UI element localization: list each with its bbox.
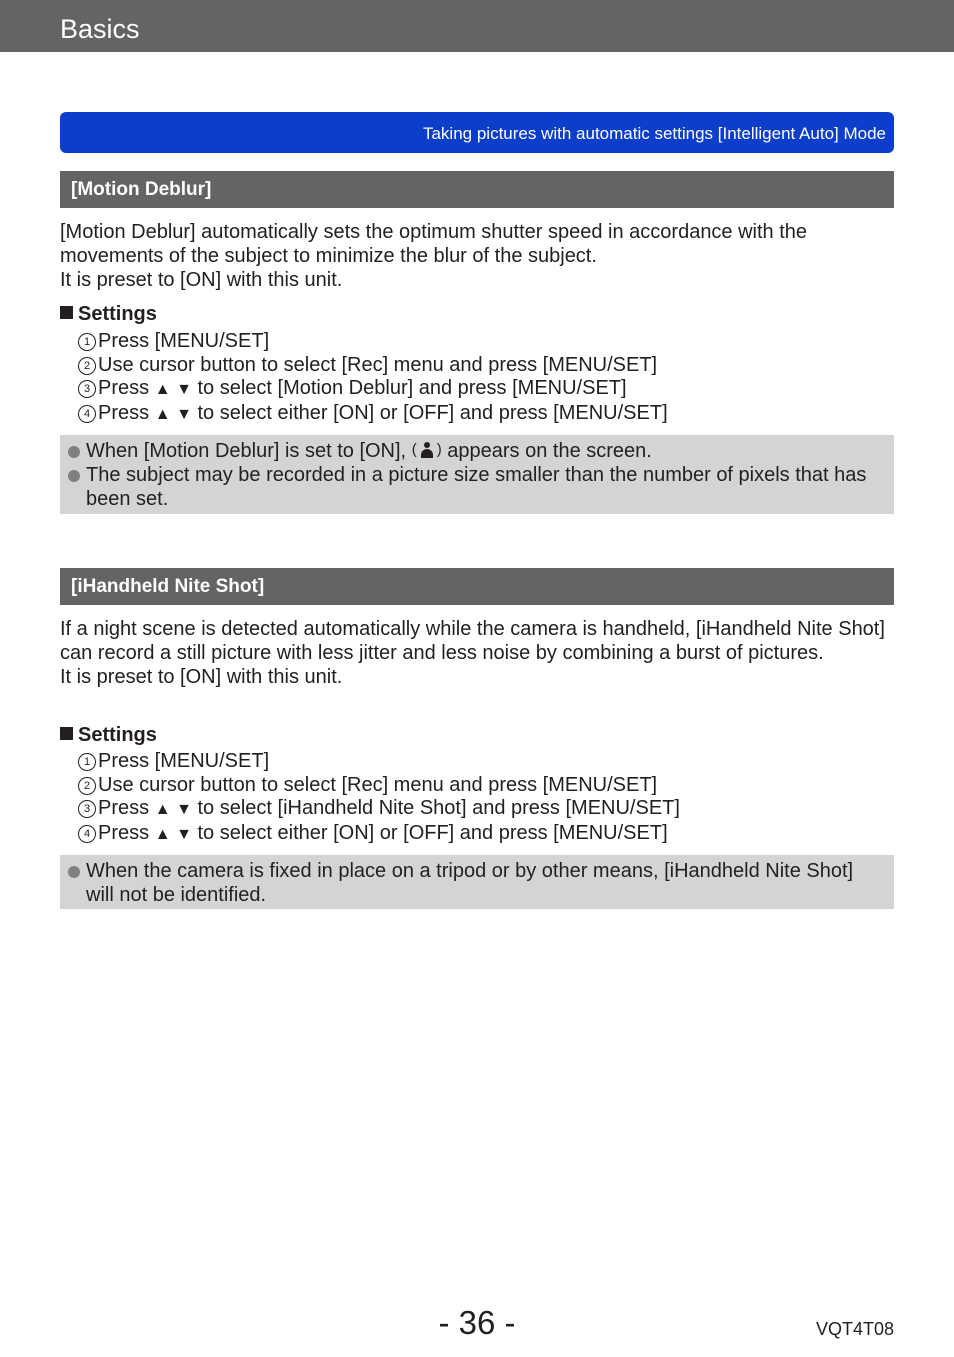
- step-3: [78, 377, 668, 402]
- settings-steps: [78, 750, 680, 846]
- description-paragraph: If a night scene is detected automatically while the camera is handheld, [iHandheld Nite Shot] can record a still picture with less jitter and less noise by combining a burst of pictures.: [60, 618, 885, 664]
- breadcrumb-bar: [60, 112, 894, 153]
- step-text-tail: to select either [ON] or [OFF] and press [MENU/SET]: [197, 821, 668, 844]
- up-arrow-icon: ▲: [154, 381, 171, 398]
- settings-label: Settings: [78, 303, 157, 325]
- notes-box: [60, 435, 894, 514]
- step-3: [78, 797, 680, 822]
- square-bullet-icon: [60, 306, 73, 319]
- section-heading-motion-deblur: [Motion Deblur]: [60, 171, 894, 208]
- down-arrow-icon: ▼: [176, 405, 192, 423]
- up-arrow-icon: ▲: [154, 825, 171, 843]
- settings-heading: [60, 723, 157, 747]
- step-2: [78, 774, 680, 798]
- bullet-dot-icon: [68, 446, 80, 458]
- up-arrow-icon: ▲: [154, 801, 171, 818]
- square-bullet-icon: [60, 727, 73, 740]
- note-text: When the camera is fixed in place on a tripod or by other means, [iHandheld Nite Shot] will not be identified.: [86, 860, 854, 906]
- model-code: VQT4T08: [815, 1319, 894, 1339]
- step-text: Press: [98, 821, 150, 844]
- down-arrow-icon: ▼: [176, 801, 192, 818]
- up-arrow-icon: ▲: [154, 405, 171, 423]
- step-2: [78, 354, 668, 378]
- section-heading-ihandheld-nite-shot: [iHandheld Nite Shot]: [60, 568, 894, 605]
- description-paragraph: [Motion Deblur] automatically sets the optimum shutter speed in accordance with the movements of the subject to minimize the blur of the subject.: [60, 221, 808, 267]
- step-4: [78, 822, 680, 847]
- settings-steps: [78, 330, 668, 426]
- step-text: Press [MENU/SET]: [98, 750, 270, 772]
- notes-box: [60, 855, 894, 909]
- step-text: Press [MENU/SET]: [98, 330, 270, 352]
- bullet-dot-icon: [68, 866, 80, 878]
- circled-number: 3: [78, 380, 96, 398]
- down-arrow-icon: ▼: [176, 381, 192, 398]
- top-bar: [0, 0, 954, 52]
- circled-number: 3: [78, 800, 96, 818]
- note-item: [86, 439, 874, 463]
- step-text-tail: to select either [ON] or [OFF] and press [MENU/SET]: [197, 401, 668, 424]
- circled-number: 2: [78, 357, 96, 375]
- down-arrow-icon: ▼: [176, 825, 192, 843]
- section-description: [60, 617, 894, 689]
- circled-number: 2: [78, 777, 96, 795]
- note-text: When [Motion Deblur] is set to [ON],: [86, 440, 407, 462]
- step-text-tail: to select [Motion Deblur] and press [MENU/SET]: [197, 377, 627, 399]
- bullet-dot-icon: [68, 470, 80, 482]
- step-text: Press: [98, 797, 150, 819]
- note-text: The subject may be recorded in a picture size smaller than the number of pixels that has been set.: [86, 464, 867, 510]
- settings-label: Settings: [78, 724, 157, 746]
- circled-number: 1: [78, 333, 96, 351]
- breadcrumb[interactable]: Taking pictures with automatic settings [Intelligent Auto] Mode: [422, 124, 886, 143]
- circled-number: 4: [78, 405, 96, 423]
- step-text-tail: to select [iHandheld Nite Shot] and press [MENU/SET]: [197, 797, 680, 819]
- step-4: [78, 402, 668, 427]
- step-text: Use cursor button to select [Rec] menu and press [MENU/SET]: [98, 773, 658, 796]
- page-number: - 36 -: [438, 1304, 516, 1341]
- step-1: [78, 330, 668, 354]
- circled-number: 4: [78, 825, 96, 843]
- note-text-tail: appears on the screen.: [447, 440, 652, 462]
- section-description: [60, 220, 894, 292]
- motion-deblur-icon: ( ): [411, 441, 442, 458]
- circled-number: 1: [78, 753, 96, 771]
- settings-heading: [60, 302, 157, 326]
- preset-note: It is preset to [ON] with this unit.: [60, 269, 343, 291]
- note-item: [86, 859, 874, 907]
- step-text: Press: [98, 377, 150, 399]
- note-item: [86, 463, 874, 511]
- step-1: [78, 750, 680, 774]
- preset-note: It is preset to [ON] with this unit.: [60, 666, 343, 688]
- step-text: Use cursor button to select [Rec] menu and press [MENU/SET]: [98, 353, 658, 376]
- step-text: Press: [98, 401, 150, 424]
- chapter-title: Basics: [60, 14, 140, 44]
